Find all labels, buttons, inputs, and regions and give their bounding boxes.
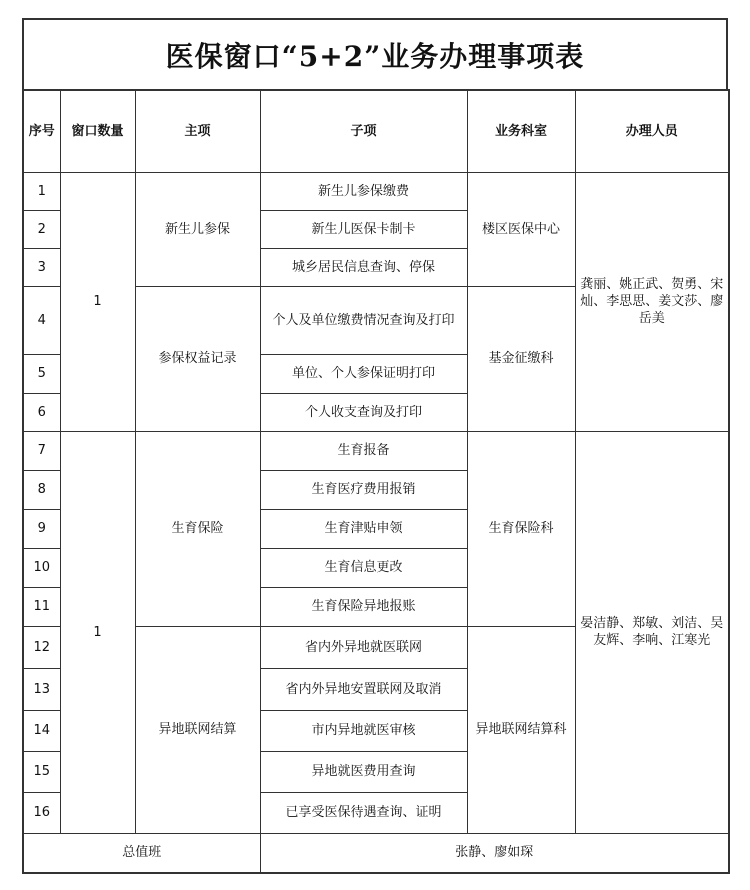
sub-item: 生育报备 bbox=[260, 431, 467, 470]
sub-item: 个人收支查询及打印 bbox=[260, 393, 467, 431]
row-number: 1 bbox=[23, 172, 60, 210]
row-number: 6 bbox=[23, 393, 60, 431]
header-cell: 序号 bbox=[23, 90, 60, 172]
staff-list: 晏洁静、郑敏、刘洁、吴友辉、李响、江寒光 bbox=[575, 431, 729, 833]
header-cell: 窗口数量 bbox=[60, 90, 135, 172]
sub-item: 城乡居民信息查询、停保 bbox=[260, 248, 467, 286]
row-number: 2 bbox=[23, 210, 60, 248]
duty-label: 总值班 bbox=[23, 833, 260, 873]
header-cell: 业务科室 bbox=[467, 90, 575, 172]
table-row bbox=[23, 172, 729, 210]
sub-item: 新生儿参保缴费 bbox=[260, 172, 467, 210]
row-number: 11 bbox=[23, 587, 60, 626]
sub-item: 市内异地就医审核 bbox=[260, 710, 467, 751]
sub-item: 异地就医费用查询 bbox=[260, 751, 467, 792]
row-number: 4 bbox=[23, 286, 60, 354]
main-item: 参保权益记录 bbox=[135, 286, 260, 431]
department: 异地联网结算科 bbox=[467, 626, 575, 833]
row-number: 15 bbox=[23, 751, 60, 792]
header-cell: 办理人员 bbox=[575, 90, 729, 172]
sub-item: 单位、个人参保证明打印 bbox=[260, 354, 467, 393]
main-item: 生育保险 bbox=[135, 431, 260, 626]
sub-item: 已享受医保待遇查询、证明 bbox=[260, 792, 467, 833]
row-number: 5 bbox=[23, 354, 60, 393]
services-table bbox=[22, 89, 730, 874]
duty-names: 张静、廖如琛 bbox=[260, 833, 729, 873]
title-cell bbox=[22, 18, 728, 89]
department: 基金征缴科 bbox=[467, 286, 575, 431]
sub-item: 生育医疗费用报销 bbox=[260, 470, 467, 509]
header-cell: 子项 bbox=[260, 90, 467, 172]
header-cell: 主项 bbox=[135, 90, 260, 172]
row-number: 12 bbox=[23, 626, 60, 668]
row-number: 10 bbox=[23, 548, 60, 587]
page-title: 医保窗口“5+2”业务办理事项表 bbox=[165, 39, 585, 73]
sub-item: 生育保险异地报账 bbox=[260, 587, 467, 626]
department: 楼区医保中心 bbox=[467, 172, 575, 286]
department: 生育保险科 bbox=[467, 431, 575, 626]
sub-item: 省内外异地就医联网 bbox=[260, 626, 467, 668]
row-number: 7 bbox=[23, 431, 60, 470]
staff-list: 龚丽、姚正武、贺勇、宋灿、李思思、姜文莎、廖岳美 bbox=[575, 172, 729, 431]
row-number: 8 bbox=[23, 470, 60, 509]
header-row bbox=[23, 90, 729, 172]
row-number: 16 bbox=[23, 792, 60, 833]
sub-item: 生育津贴申领 bbox=[260, 509, 467, 548]
table-row bbox=[23, 431, 729, 470]
window-count: 1 bbox=[60, 431, 135, 833]
row-number: 13 bbox=[23, 668, 60, 710]
sub-item: 省内外异地安置联网及取消 bbox=[260, 668, 467, 710]
sub-item: 个人及单位缴费情况查询及打印 bbox=[260, 286, 467, 354]
row-number: 3 bbox=[23, 248, 60, 286]
main-item: 新生儿参保 bbox=[135, 172, 260, 286]
sub-item: 生育信息更改 bbox=[260, 548, 467, 587]
sub-item: 新生儿医保卡制卡 bbox=[260, 210, 467, 248]
row-number: 9 bbox=[23, 509, 60, 548]
window-count: 1 bbox=[60, 172, 135, 431]
footer-row bbox=[23, 833, 729, 873]
row-number: 14 bbox=[23, 710, 60, 751]
main-item: 异地联网结算 bbox=[135, 626, 260, 833]
